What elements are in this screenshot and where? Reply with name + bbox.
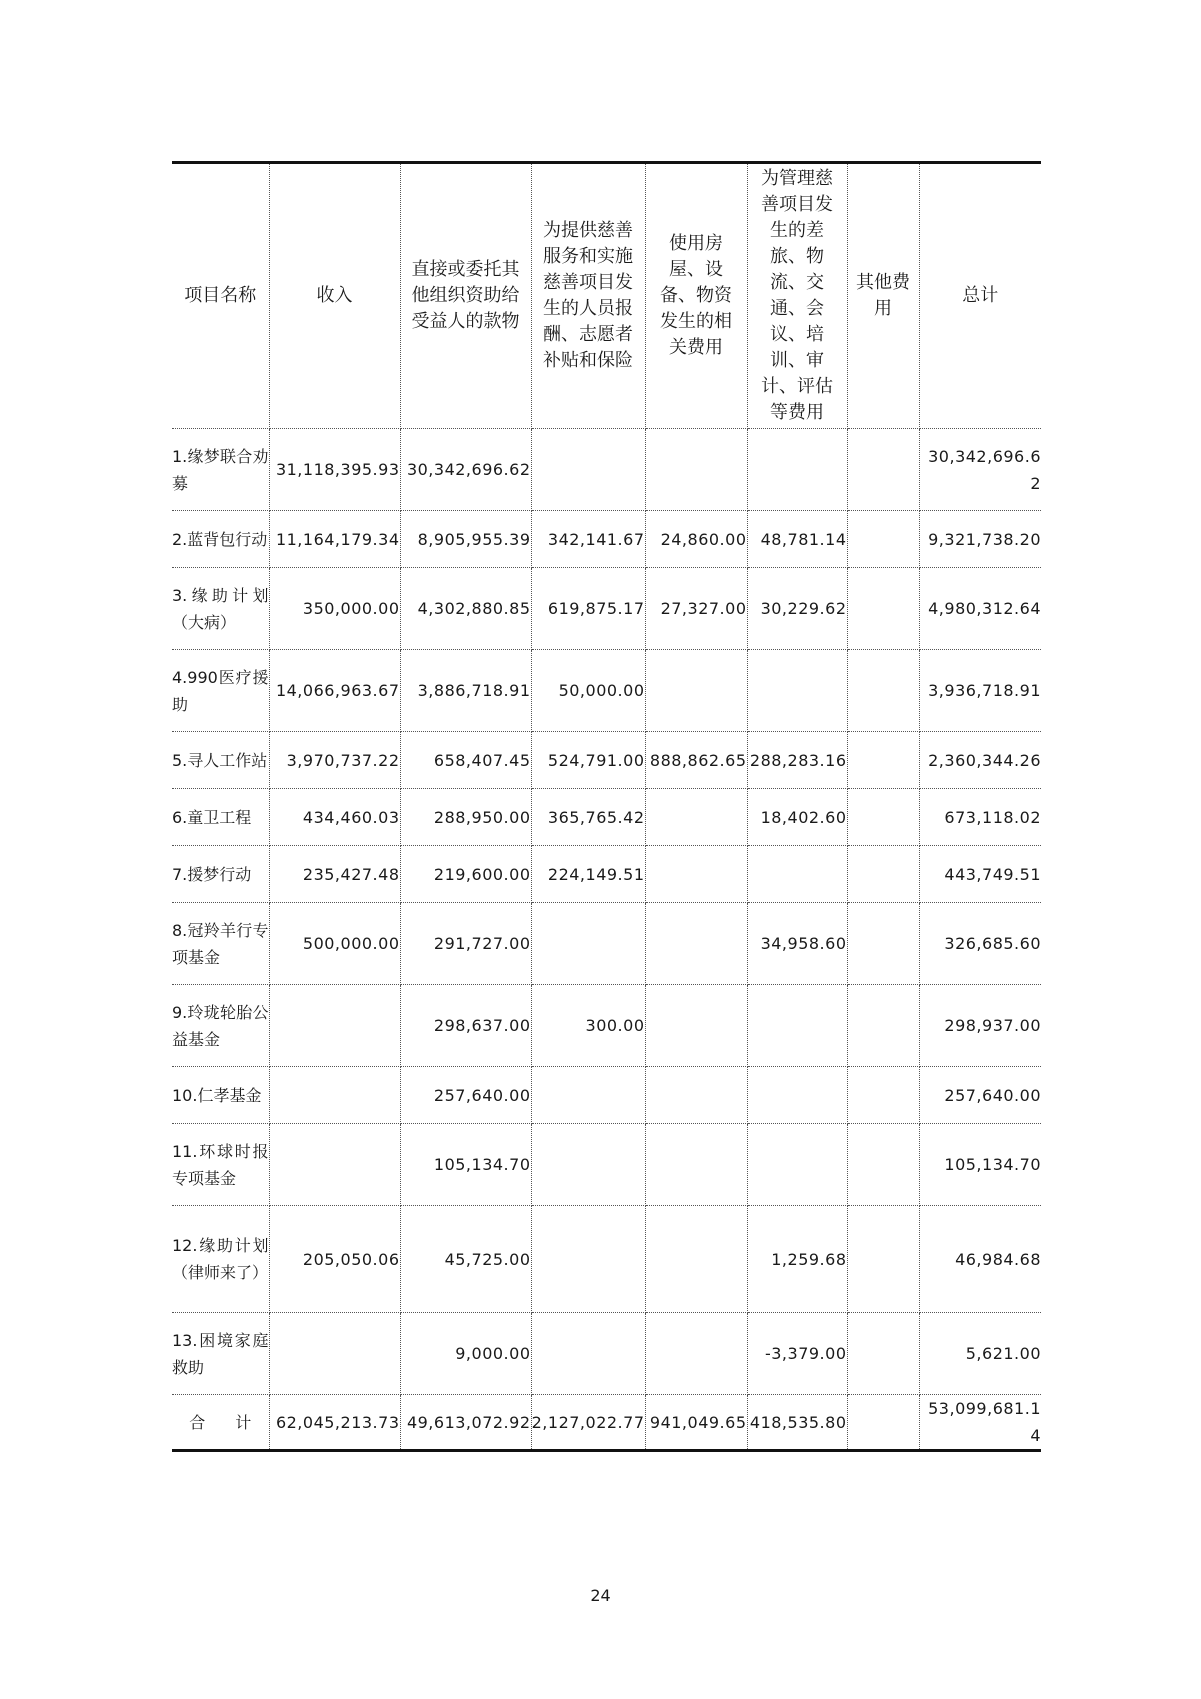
personnel-cell: 50,000.00 xyxy=(531,650,645,732)
totals-personnel: 2,127,022.77 xyxy=(531,1395,645,1451)
management-cell xyxy=(747,985,847,1067)
management-cell xyxy=(747,650,847,732)
table-header-row xyxy=(172,163,1041,429)
total-cell: 4,980,312.64 xyxy=(919,568,1041,650)
totals-income: 62,045,213.73 xyxy=(269,1395,400,1451)
management-cell: 18,402.60 xyxy=(747,789,847,846)
premises-cell xyxy=(645,1313,747,1395)
expense-table xyxy=(172,161,1041,1452)
management-cell xyxy=(747,1124,847,1206)
premises-cell xyxy=(645,903,747,985)
table-row xyxy=(172,650,1041,732)
project-name-cell: 3.缘助计划（大病） xyxy=(172,568,269,650)
premises-cell xyxy=(645,650,747,732)
premises-cell xyxy=(645,1067,747,1124)
management-cell: 48,781.14 xyxy=(747,511,847,568)
direct-cell: 105,134.70 xyxy=(400,1124,531,1206)
other-cell xyxy=(847,1206,919,1313)
project-name-cell: 11.环球时报专项基金 xyxy=(172,1124,269,1206)
totals-label xyxy=(172,1395,269,1451)
total-cell: 2,360,344.26 xyxy=(919,732,1041,789)
direct-cell: 288,950.00 xyxy=(400,789,531,846)
personnel-cell xyxy=(531,1313,645,1395)
income-cell: 31,118,395.93 xyxy=(269,429,400,511)
other-cell xyxy=(847,650,919,732)
personnel-cell xyxy=(531,429,645,511)
personnel-cell: 342,141.67 xyxy=(531,511,645,568)
totals-label-a: 合 xyxy=(189,1412,206,1432)
direct-cell: 30,342,696.62 xyxy=(400,429,531,511)
personnel-cell xyxy=(531,1067,645,1124)
management-cell: 288,283.16 xyxy=(747,732,847,789)
header-other: 其他费用 xyxy=(847,163,919,429)
header-premises: 使用房屋、设备、物资发生的相关费用 xyxy=(645,163,747,429)
income-cell xyxy=(269,1124,400,1206)
direct-cell: 9,000.00 xyxy=(400,1313,531,1395)
total-cell: 105,134.70 xyxy=(919,1124,1041,1206)
other-cell xyxy=(847,511,919,568)
table-row xyxy=(172,1313,1041,1395)
other-cell xyxy=(847,903,919,985)
direct-cell: 45,725.00 xyxy=(400,1206,531,1313)
project-name-cell: 8.冠羚羊行专项基金 xyxy=(172,903,269,985)
direct-cell: 298,637.00 xyxy=(400,985,531,1067)
premises-cell xyxy=(645,985,747,1067)
table-row xyxy=(172,511,1041,568)
premises-cell xyxy=(645,429,747,511)
income-cell xyxy=(269,1067,400,1124)
header-income: 收入 xyxy=(269,163,400,429)
totals-total: 53,099,681.14 xyxy=(919,1395,1041,1451)
personnel-cell xyxy=(531,1124,645,1206)
other-cell xyxy=(847,568,919,650)
total-cell: 298,937.00 xyxy=(919,985,1041,1067)
premises-cell xyxy=(645,846,747,903)
income-cell: 3,970,737.22 xyxy=(269,732,400,789)
page-number: 24 xyxy=(590,1586,611,1605)
project-name-cell: 4.990医疗援助 xyxy=(172,650,269,732)
management-cell xyxy=(747,1067,847,1124)
income-cell: 434,460.03 xyxy=(269,789,400,846)
table-row xyxy=(172,1124,1041,1206)
totals-premises: 941,049.65 xyxy=(645,1395,747,1451)
management-cell: 34,958.60 xyxy=(747,903,847,985)
direct-cell: 658,407.45 xyxy=(400,732,531,789)
total-cell: 5,621.00 xyxy=(919,1313,1041,1395)
income-cell: 500,000.00 xyxy=(269,903,400,985)
personnel-cell: 524,791.00 xyxy=(531,732,645,789)
personnel-cell: 224,149.51 xyxy=(531,846,645,903)
premises-cell xyxy=(645,789,747,846)
other-cell xyxy=(847,1124,919,1206)
direct-cell: 8,905,955.39 xyxy=(400,511,531,568)
personnel-cell: 619,875.17 xyxy=(531,568,645,650)
project-name-cell: 1.缘梦联合劝募 xyxy=(172,429,269,511)
total-cell: 326,685.60 xyxy=(919,903,1041,985)
income-cell: 235,427.48 xyxy=(269,846,400,903)
totals-management: 418,535.80 xyxy=(747,1395,847,1451)
premises-cell xyxy=(645,1124,747,1206)
header-personnel: 为提供慈善服务和实施慈善项目发生的人员报酬、志愿者补贴和保险 xyxy=(531,163,645,429)
income-cell xyxy=(269,985,400,1067)
income-cell xyxy=(269,1313,400,1395)
header-project-name: 项目名称 xyxy=(172,163,269,429)
total-cell: 30,342,696.62 xyxy=(919,429,1041,511)
totals-direct: 49,613,072.92 xyxy=(400,1395,531,1451)
direct-cell: 257,640.00 xyxy=(400,1067,531,1124)
table-row xyxy=(172,732,1041,789)
project-name-cell: 9.玲珑轮胎公益基金 xyxy=(172,985,269,1067)
direct-cell: 291,727.00 xyxy=(400,903,531,985)
premises-cell xyxy=(645,1206,747,1313)
totals-label-b: 计 xyxy=(235,1412,252,1432)
table-row xyxy=(172,1067,1041,1124)
project-name-cell: 12.缘助计划（律师来了） xyxy=(172,1206,269,1313)
management-cell xyxy=(747,429,847,511)
premises-cell: 888,862.65 xyxy=(645,732,747,789)
table-row xyxy=(172,1206,1041,1313)
table-row xyxy=(172,903,1041,985)
personnel-cell xyxy=(531,903,645,985)
premises-cell: 27,327.00 xyxy=(645,568,747,650)
project-name-cell: 2.蓝背包行动 xyxy=(172,511,269,568)
project-name-cell: 13.困境家庭救助 xyxy=(172,1313,269,1395)
total-cell: 46,984.68 xyxy=(919,1206,1041,1313)
totals-row xyxy=(172,1395,1041,1451)
management-cell: 30,229.62 xyxy=(747,568,847,650)
income-cell: 11,164,179.34 xyxy=(269,511,400,568)
other-cell xyxy=(847,1067,919,1124)
premises-cell: 24,860.00 xyxy=(645,511,747,568)
project-name-cell: 7.援梦行动 xyxy=(172,846,269,903)
direct-cell: 4,302,880.85 xyxy=(400,568,531,650)
project-name-cell: 10.仁孝基金 xyxy=(172,1067,269,1124)
header-management: 为管理慈善项目发生的差旅、物流、交通、会议、培训、审计、评估等费用 xyxy=(747,163,847,429)
header-total: 总计 xyxy=(919,163,1041,429)
personnel-cell: 300.00 xyxy=(531,985,645,1067)
other-cell xyxy=(847,429,919,511)
management-cell: 1,259.68 xyxy=(747,1206,847,1313)
other-cell xyxy=(847,846,919,903)
table-row xyxy=(172,846,1041,903)
table-row xyxy=(172,985,1041,1067)
table-row xyxy=(172,789,1041,846)
management-cell xyxy=(747,846,847,903)
table-body xyxy=(172,429,1041,1395)
total-cell: 673,118.02 xyxy=(919,789,1041,846)
total-cell: 9,321,738.20 xyxy=(919,511,1041,568)
total-cell: 443,749.51 xyxy=(919,846,1041,903)
personnel-cell xyxy=(531,1206,645,1313)
header-direct-aid: 直接或委托其他组织资助给受益人的款物 xyxy=(400,163,531,429)
other-cell xyxy=(847,789,919,846)
table-row xyxy=(172,429,1041,511)
income-cell: 350,000.00 xyxy=(269,568,400,650)
direct-cell: 219,600.00 xyxy=(400,846,531,903)
income-cell: 205,050.06 xyxy=(269,1206,400,1313)
other-cell xyxy=(847,985,919,1067)
table-row xyxy=(172,568,1041,650)
personnel-cell: 365,765.42 xyxy=(531,789,645,846)
project-name-cell: 5.寻人工作站 xyxy=(172,732,269,789)
income-cell: 14,066,963.67 xyxy=(269,650,400,732)
totals-other xyxy=(847,1395,919,1451)
other-cell xyxy=(847,732,919,789)
total-cell: 257,640.00 xyxy=(919,1067,1041,1124)
direct-cell: 3,886,718.91 xyxy=(400,650,531,732)
total-cell: 3,936,718.91 xyxy=(919,650,1041,732)
management-cell: -3,379.00 xyxy=(747,1313,847,1395)
project-name-cell: 6.童卫工程 xyxy=(172,789,269,846)
other-cell xyxy=(847,1313,919,1395)
